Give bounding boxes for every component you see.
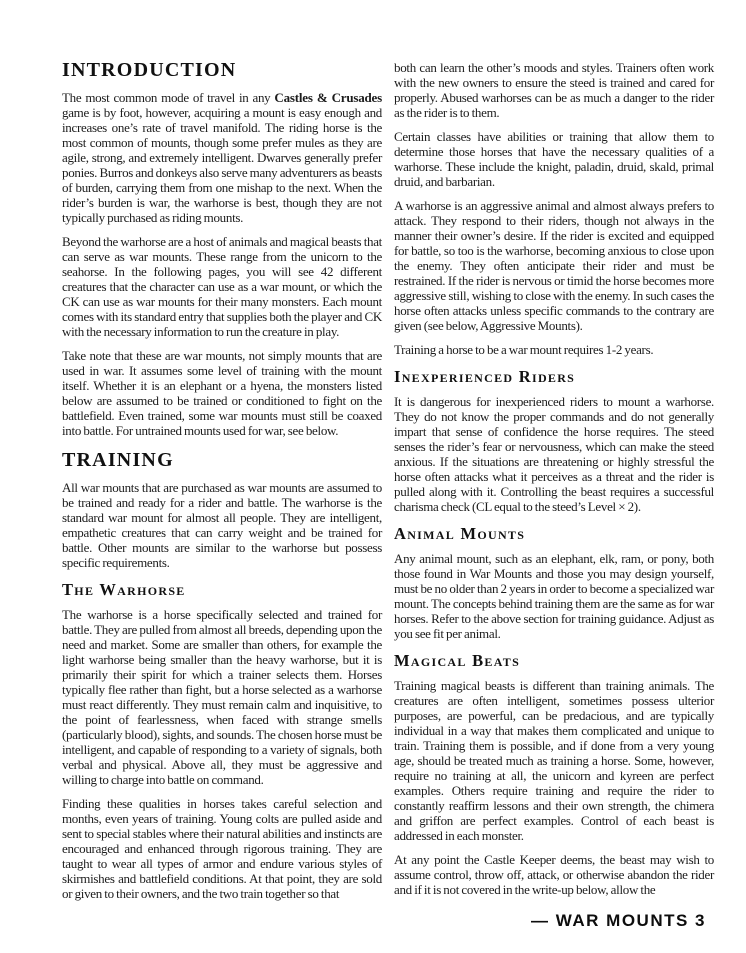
intro-paragraph-3: Take note that these are war mounts, not simply mounts that are used in war. It assumes some level of training with the mount itself. Whether it is an elephant or a hyena, the monsters listed below are assumed to be trained or conditioned to fight on the battlefield. Even trained, some war mounts must still be coaxed into battle. For untrained mounts used for war, see below. [62, 348, 382, 438]
left-column [62, 60, 382, 910]
aggressive-warhorse-paragraph: A warhorse is an aggressive animal and almost always prefers to attack. They respond to their riders, though not always in the manner their owner’s desire. If the rider is excited and equipped for battle, so too is the warhorse, becoming anxious to close upon the enemy. They often anticipate their rider and must be restrained. If the rider is nervous or timid the horse becomes more aggressive still, wishing to close with the enemy. In such cases the horse often attacks unless specific commands to the contrary are given (see below, Aggressive Mounts). [394, 198, 714, 333]
classes-paragraph: Certain classes have abilities or training that allow them to determine those horses that have the necessary qualities of a warhorse. These include the knight, paladin, druid, skald, primal druid, and barbarian. [394, 129, 714, 189]
document-page [62, 60, 714, 910]
training-paragraph-1: All war mounts that are purchased as war mounts are assumed to be trained and ready for a rider and battle. The warhorse is the standard war mount for almost all people. They are intelligent, empathetic creatures that can carry weight and be trained for battle. Other mounts are similar to the warhorse but possess specific requirements. [62, 480, 382, 570]
magical-beasts-paragraph-2: At any point the Castle Keeper deems, the beast may wish to assume control, throw off, attack, or otherwise abandon the rider and if it is not covered in the write-up below, allow the [394, 852, 714, 897]
heading-animal-mounts: Animal Mounts [394, 524, 526, 543]
heading-the-warhorse: The Warhorse [62, 580, 186, 599]
page-footer: — WAR MOUNTS 3 [531, 911, 706, 930]
heading-inexperienced-riders: Inexperienced Riders [394, 367, 576, 386]
inexperienced-riders-paragraph: It is dangerous for inexperienced riders to mount a warhorse. They do not know the proper commands and do not generally impart that sense of confidence the horse requires. The steed senses the rider’s fear or nervousness, which can make the steed anxious. If the situations are threatening or highly stressful the horse often attacks what it perceives as a threat and the rider is pulled along with it. Controlling the beast requires a successful charisma check (CL equal to the steed’s Level × 2). [394, 394, 714, 514]
right-column [394, 60, 714, 910]
training-duration-paragraph: Training a horse to be a war mount requires 1-2 years. [394, 342, 654, 357]
heading-magical-beats: Magical Beats [394, 651, 521, 670]
intro-paragraph-1-text-post: game is by foot, however, acquiring a mount is easy enough and increases one’s rate of travel manifold. The riding horse is the most common of mounts, though some prefer mules as they are agile, strong, and extremely intelligent. Dwarves generally prefer ponies. Burros and donkeys also serve many adventurers as beasts of burden, carrying them from one mishap to the next. When the rider’s burden is war, the warhorse is best, though they are not typically purchased as riding mounts. [62, 105, 382, 225]
intro-paragraph-2: Beyond the warhorse are a host of animals and magical beasts that can serve as war mounts. These range from the unicorn to the seahorse. In the following pages, you will see 42 different creatures that the character can use as a war mount, or which the CK can use as war mounts for their many monsters. Each mount comes with its standard entry that supplies both the player and CK with the necessary information to run the creature in play. [62, 234, 382, 339]
warhorse-paragraph-2: Finding these qualities in horses takes careful selection and months, even years of training. Young colts are pulled aside and sent to special stables where their natural abilities and instincts are encouraged and enhanced through rigorous training. They are taught to wear all types of armor and endure various styles of skirmishes and battlefield conditions. At that point, they are sold or given to their owners, and the two train together so that [62, 796, 382, 901]
warhorse-continuation-paragraph: both can learn the other’s moods and styles. Trainers often work with the new owners to ensure the steed is trained and cared for properly. Abused warhorses can be as much a danger to the rider as the rider is to them. [394, 60, 714, 120]
heading-introduction: INTRODUCTION [62, 59, 237, 81]
intro-paragraph-1 [62, 90, 382, 225]
game-title-bold: Castles & Crusades [274, 90, 382, 105]
intro-paragraph-1-text-pre: The most common mode of travel in any [62, 90, 275, 105]
animal-mounts-paragraph: Any animal mount, such as an elephant, elk, ram, or pony, both those found in War Mounts and those you may design yourself, must be no older than 2 years in order to become a specialized war mount. The concepts behind training them are the same as for war horses. Refer to the above section for training guidance. Adjust as you see fit per animal. [394, 551, 714, 641]
magical-beasts-paragraph-1: Training magical beasts is different than training animals. The creatures are often intelligent, sometimes possess ulterior purposes, are powerful, can be predacious, and are typically individual in a way that makes them complicated and unique to train. Training them is possible, and if done from a very young age, should be treated much as training a horse. Some, however, require no training at all, the unicorn and kyreen are perfect examples. Others require training and require the rider to constantly reaffirm lessons and their own strength, the chimera and griffon are perfect examples. Control of each beast is addressed in each monster. [394, 678, 714, 843]
two-column-layout [62, 60, 714, 910]
warhorse-paragraph-1: The warhorse is a horse specifically selected and trained for battle. They are pulled from almost all breeds, depending upon the need and market. Some are smaller than others, for example the light warhorse being smaller than the heavy warhorse, but it is primarily their spirit for which a trainer selects them. Horses typically flee rather than fight, but a horse selected as a warhorse must react differently. They must remain calm and inquisitive, to the point of fearlessness, when faced with strange smells (particularly blood), sights, and sounds. The chosen horse must be intelligent, and capable of responding to a variety of signals, both verbal and physical. Above all, they must be aggressive and willing to charge into battle on command. [62, 607, 382, 787]
heading-training: TRAINING [62, 449, 174, 471]
